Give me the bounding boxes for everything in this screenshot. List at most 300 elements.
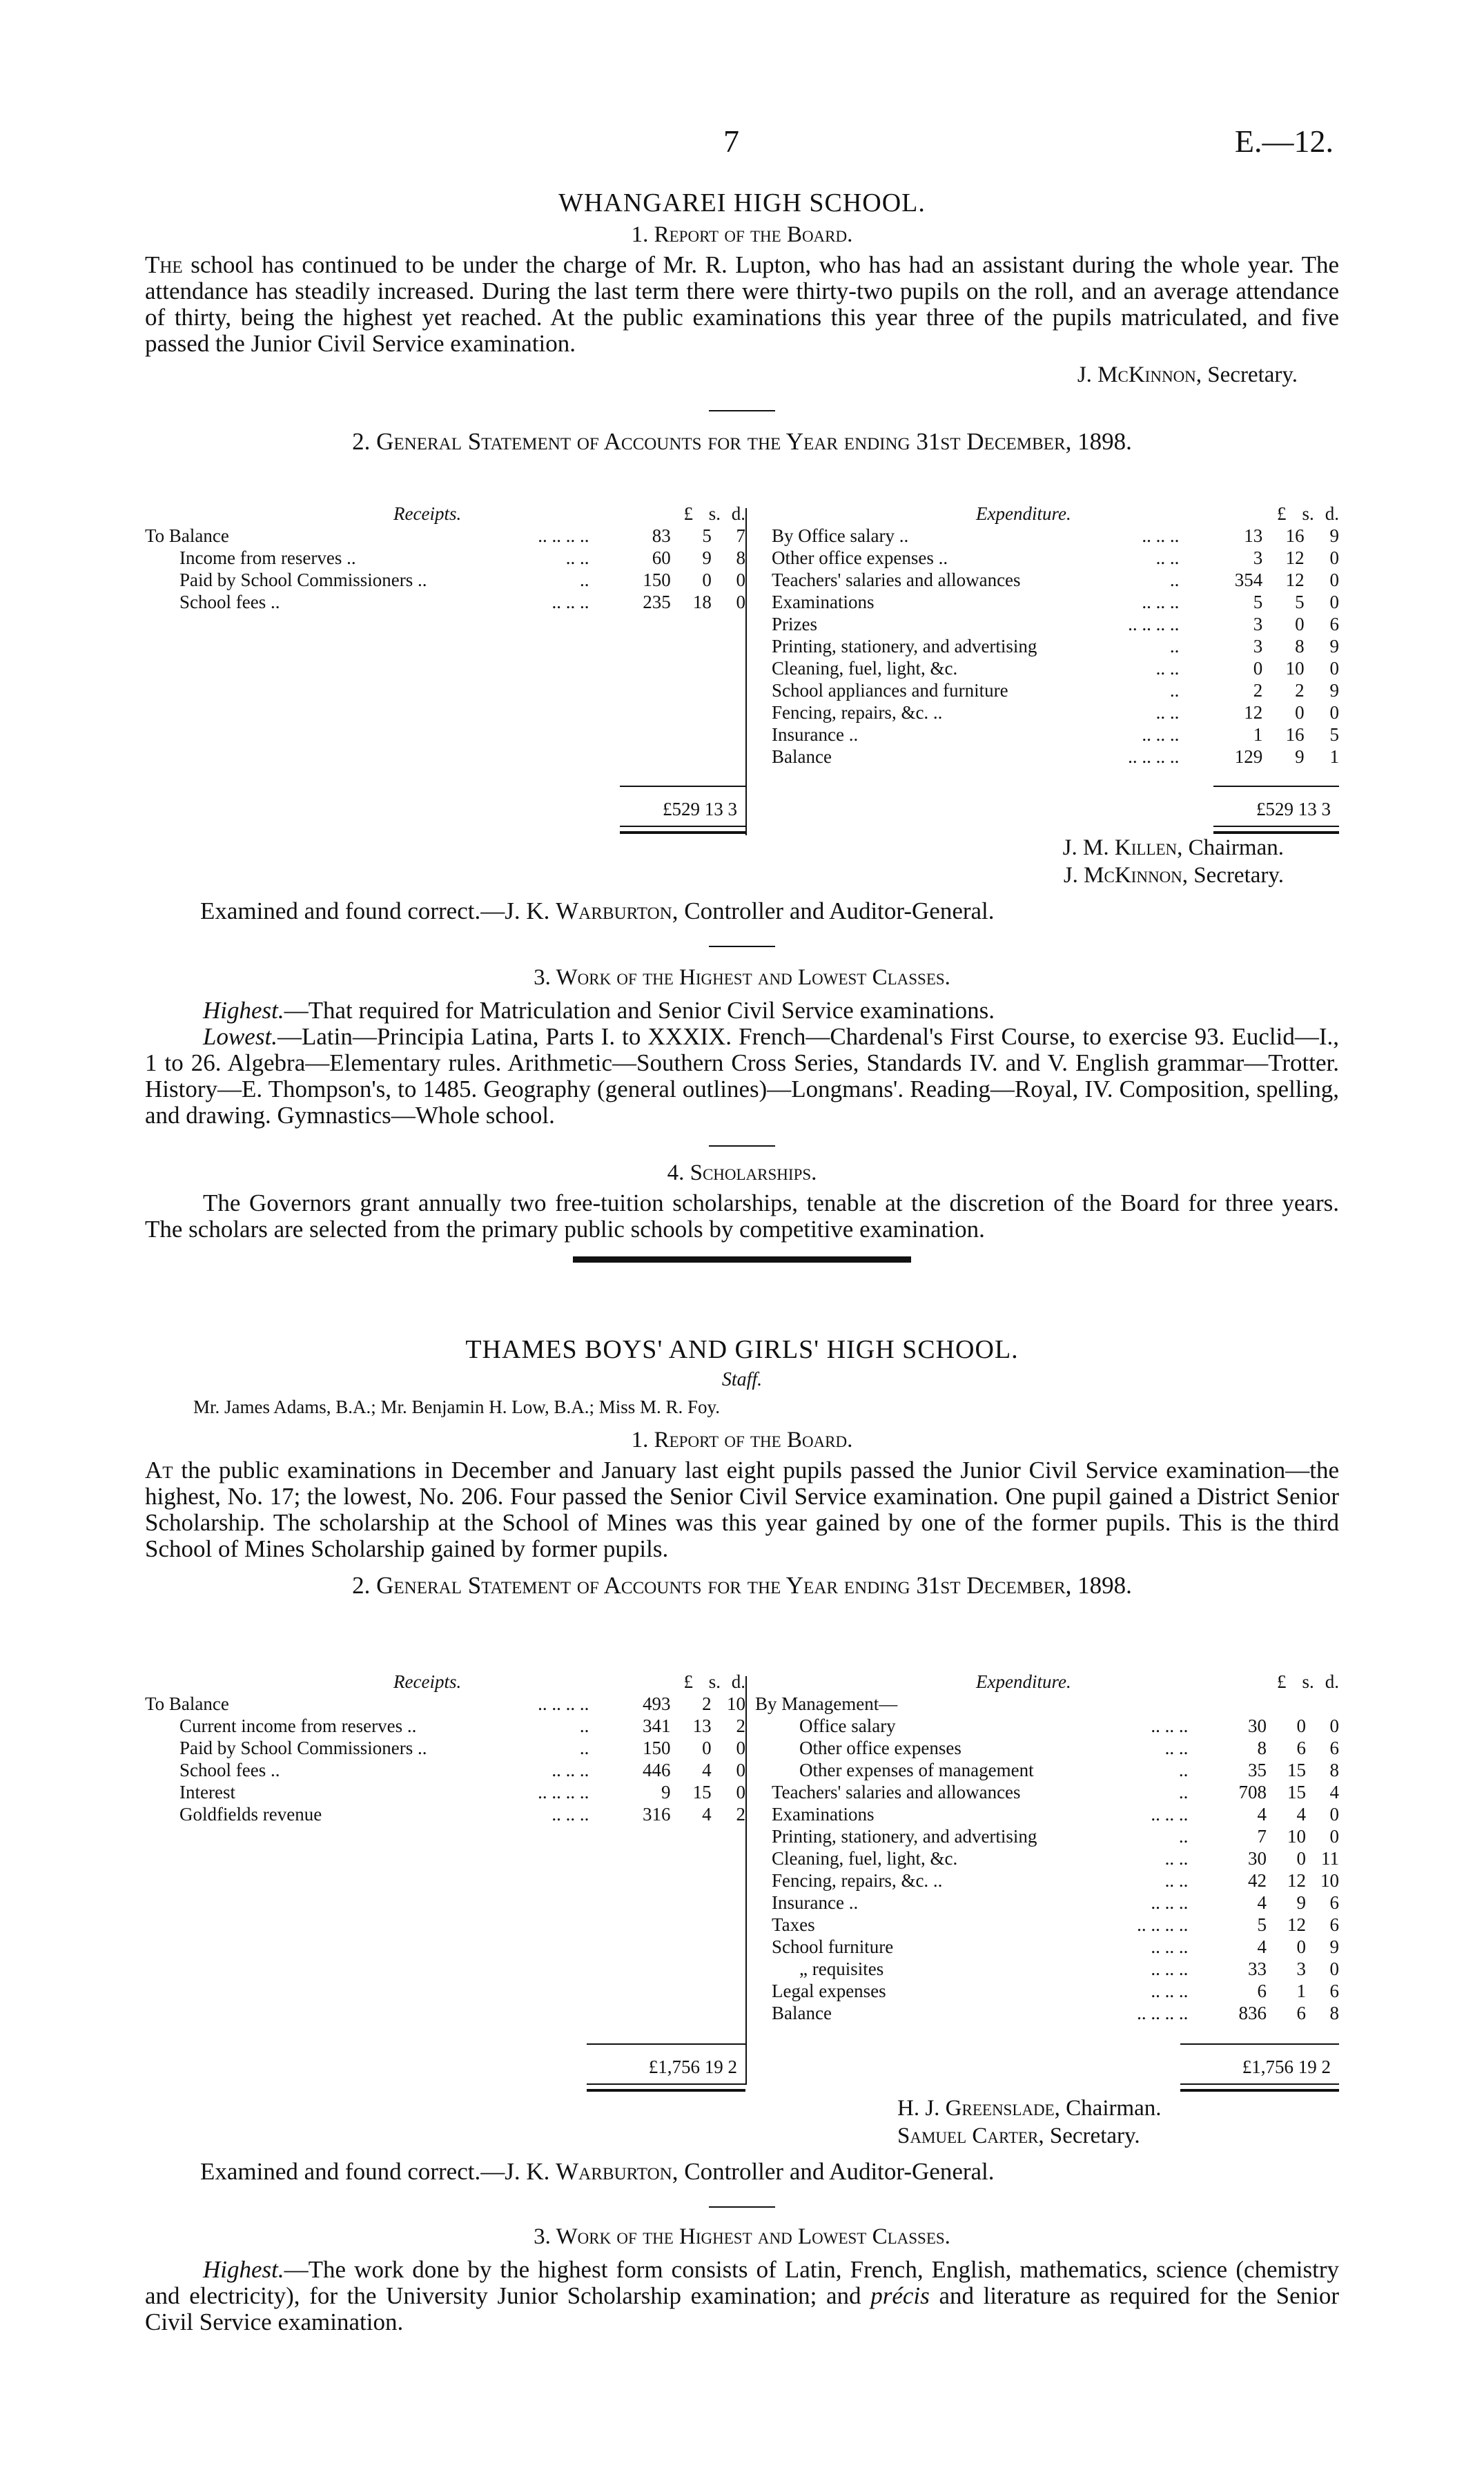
leader-dots: .. .. .. [1151, 1715, 1189, 1736]
leader-dots: .. .. .. .. [538, 1782, 589, 1802]
account-row [755, 613, 1339, 635]
pence-value: 0 [736, 592, 745, 612]
row-label: Income from reserves .. [179, 547, 356, 568]
row-label: Examinations [772, 1804, 875, 1825]
expenditure-total-double-rule [1213, 826, 1339, 834]
row-label: Goldfields revenue [179, 1804, 322, 1825]
pounds-value: 33 [1248, 1958, 1267, 1979]
auditor-name: Warburton, [556, 897, 678, 924]
pence-value: 8 [1329, 2003, 1339, 2023]
pounds-value: 3 [1253, 636, 1263, 657]
thames-section [145, 1334, 1339, 1600]
row-label: Teachers' salaries and allowances [772, 570, 1021, 590]
whangarei-title: WHANGAREI HIGH SCHOOL. [558, 188, 926, 217]
expenditure-column [755, 503, 1339, 819]
pounds-value: 4 [1257, 1892, 1267, 1913]
whangarei-accounts-heading [145, 428, 1339, 456]
highest-text: —That required for Matriculation and Senior Civil Service examinations. [284, 997, 995, 1024]
thames-highest [145, 2257, 1339, 2335]
shillings-value: 18 [692, 592, 712, 612]
row-label: Printing, stationery, and advertising [772, 1826, 1037, 1847]
account-row [755, 1759, 1339, 1781]
leader-dots: .. .. [1164, 1870, 1189, 1891]
expenditure-total: £1,756 19 2 [1242, 2057, 1331, 2077]
row-label: Cleaning, fuel, light, &c. [772, 1848, 958, 1869]
account-row [755, 723, 1339, 746]
accounts-heading-text: 2. General Statement of Accounts for the Year ending 31st December, 1898. [352, 1572, 1132, 1599]
pence-value: 6 [1329, 1892, 1339, 1913]
account-row [755, 569, 1339, 591]
thames-work-heading: 3. Work of the Highest and Lowest Classes. [534, 2224, 950, 2249]
pound-header: £ [1276, 1671, 1287, 1692]
lowest-text: —Latin—Principia Latina, Parts I. to XXXIX. French—Chardenal's First Course, to exercise 93. Euclid—I., 1 to 26. Algebra—Elementary rules. Arithmetic—Southern Cross Series, Standards IV. and V. English grammar—Trotter. History—E. Thompson's, to 1485. Geography (general outlines)—Longmans'. Reading—Royal, IV. Composition, spelling, and drawing. Gymnastics—Whole school. [145, 1023, 1339, 1129]
leader-dots: .. .. .. .. [1128, 614, 1180, 634]
shilling-header: s. [708, 1671, 721, 1692]
row-label: To Balance [145, 1693, 229, 1714]
leader-dots: .. .. .. .. [1137, 1914, 1189, 1935]
row-label: Prizes [772, 614, 817, 634]
auditor-role: Controller and Auditor-General. [684, 2158, 995, 2185]
account-row [145, 547, 745, 569]
receipts-total-rule [587, 2043, 745, 2045]
pound-header: £ [683, 1671, 694, 1692]
leader-dots: .. .. .. [1151, 1804, 1189, 1825]
shillings-value: 2 [702, 1693, 712, 1714]
pounds-value: 129 [1234, 746, 1263, 767]
signatory-role: Secretary. [1207, 362, 1298, 387]
thames-staff-list: Mr. James Adams, B.A.; Mr. Benjamin H. Low, B.A.; Miss M. R. Foy. [193, 1397, 721, 1417]
pence-value: 0 [1329, 547, 1339, 568]
row-label: Paid by School Commissioners .. [179, 1738, 427, 1758]
shillings-value: 6 [1296, 1738, 1307, 1758]
leader-dots: .. .. .. .. [1137, 2003, 1189, 2023]
shillings-value: 3 [1296, 1958, 1307, 1979]
shillings-value: 15 [1287, 1782, 1307, 1802]
row-label: Printing, stationery, and advertising [772, 636, 1037, 657]
pounds-value: 493 [642, 1693, 671, 1714]
pence-value: 10 [727, 1693, 745, 1714]
receipts-total: £1,756 19 2 [648, 2057, 737, 2077]
highest-text: —The work done by the highest form consists of Latin, French, English, mathematics, science (chemistry and electricity), for the University Junior Scholarship examination; and [145, 2256, 1339, 2309]
row-label: Taxes [772, 1914, 815, 1935]
receipts-total-rule [620, 786, 745, 787]
divider [709, 2206, 775, 2208]
leader-dots: .. .. .. [1151, 1981, 1189, 2001]
receipts-total: £529 13 3 [663, 799, 737, 819]
page-number: 7 [723, 124, 739, 159]
row-label: Other office expenses [799, 1738, 961, 1758]
account-row [755, 1737, 1339, 1759]
account-row [755, 1825, 1339, 1847]
signatory-name: J. McKinnon, [1077, 362, 1202, 387]
chairman-signature [145, 834, 1284, 862]
expenditure-total: £529 13 3 [1256, 799, 1331, 819]
row-label: Balance [772, 2003, 832, 2023]
signatory-role: Secretary. [1049, 2123, 1140, 2148]
account-row [145, 1803, 745, 1825]
account-row [145, 1781, 745, 1803]
thames-after-accounts [145, 2094, 1339, 2335]
pence-value: 4 [1329, 1782, 1339, 1802]
highest-label: Highest. [203, 2256, 284, 2283]
shillings-value: 9 [1296, 1892, 1307, 1913]
pounds-value: 35 [1248, 1760, 1267, 1780]
shillings-value: 15 [1287, 1760, 1307, 1780]
account-row [145, 1693, 745, 1715]
shillings-value: 0 [1295, 702, 1305, 723]
pence-header: d. [731, 503, 745, 524]
pounds-value: 9 [661, 1782, 671, 1802]
pence-value: 10 [1320, 1870, 1339, 1891]
row-label: Teachers' salaries and allowances [772, 1782, 1021, 1802]
account-row [755, 1892, 1339, 1914]
row-label: Cleaning, fuel, light, &c. [772, 658, 958, 679]
report-body: school has continued to be under the charge of Mr. R. Lupton, who has had an assistant during the whole year. The attendance has steadily increased. During the last term there were thirty-two pupils on the roll, and an average attendance of thirty, being the highest yet reached. At the public examinations this year three of the pupils matriculated, and five passed the Junior Civil Service examination. [145, 251, 1340, 357]
account-row [755, 679, 1339, 701]
leader-dots: .. .. [1164, 1848, 1189, 1869]
pound-header: £ [1276, 503, 1287, 524]
row-label: Interest [179, 1782, 235, 1802]
pence-header: d. [1325, 1671, 1339, 1692]
pounds-value: 1 [1253, 724, 1263, 745]
pence-value: 9 [1329, 525, 1339, 546]
whangarei-lowest [145, 1024, 1339, 1129]
expenditure-group-label: By Management— [755, 1693, 898, 1714]
whangarei-section [145, 188, 1339, 456]
account-row [755, 701, 1339, 723]
account-row [755, 635, 1339, 657]
pounds-value: 354 [1234, 570, 1263, 590]
pounds-value: 60 [652, 547, 671, 568]
pounds-value: 13 [1244, 525, 1263, 546]
pence-value: 0 [736, 1738, 745, 1758]
thames-title: THAMES BOYS' AND GIRLS' HIGH SCHOOL. [465, 1335, 1019, 1364]
row-label: By Office salary .. [772, 525, 909, 546]
account-row [755, 1781, 1339, 1803]
account-row [755, 1869, 1339, 1892]
expenditure-column [755, 1671, 1339, 2077]
secretary-signature [145, 862, 1284, 889]
signatory-name: H. J. Greenslade, [897, 2096, 1060, 2121]
pence-value: 2 [736, 1804, 745, 1825]
pounds-value: 5 [1253, 592, 1263, 612]
account-row [755, 547, 1339, 569]
leader-dots: .. [1169, 680, 1180, 701]
leader-dots: .. .. [1164, 1738, 1189, 1758]
receipts-header: Receipts. [393, 1671, 462, 1692]
secretary-signature [897, 2122, 1339, 2150]
pounds-value: 316 [642, 1804, 671, 1825]
shillings-value: 0 [1296, 1848, 1307, 1869]
pounds-value: 4 [1257, 1936, 1267, 1957]
leader-dots: .. .. .. .. [538, 525, 589, 546]
chairman-signature [897, 2094, 1339, 2122]
pence-header: d. [1325, 503, 1339, 524]
whangarei-accounts-signatures [145, 834, 1339, 889]
divider [709, 946, 775, 947]
pounds-value: 5 [1257, 1914, 1267, 1935]
account-row [755, 591, 1339, 613]
leader-dots: .. .. .. [1151, 1936, 1189, 1957]
pounds-value: 8 [1257, 1738, 1267, 1758]
precis-word: précis [870, 2282, 930, 2309]
pence-value: 2 [736, 1715, 745, 1736]
account-row [755, 1980, 1339, 2002]
whangarei-report-heading: 1. Report of the Board. [631, 222, 853, 247]
leader-dots: .. [1169, 570, 1180, 590]
pounds-value: 341 [642, 1715, 671, 1736]
pence-value: 0 [736, 570, 745, 590]
thames-staff-label: Staff. [721, 1369, 763, 1390]
shillings-value: 13 [692, 1715, 712, 1736]
leader-dots: .. .. .. [551, 1804, 589, 1825]
pence-value: 9 [1329, 680, 1339, 701]
receipts-column [145, 503, 745, 819]
shillings-value: 12 [1285, 570, 1305, 590]
pounds-value: 30 [1248, 1848, 1267, 1869]
pence-value: 0 [1329, 1804, 1339, 1825]
whangarei-report-text [145, 252, 1339, 357]
account-row [145, 569, 745, 591]
pounds-value: 6 [1257, 1981, 1267, 2001]
row-label: Office salary [799, 1715, 896, 1736]
row-label: School fees .. [179, 592, 280, 612]
expenditure-total-rule [1213, 786, 1339, 787]
pounds-value: 235 [643, 592, 671, 612]
signatory-name: J. McKinnon, [1063, 863, 1189, 888]
thames-accounts-signatures [897, 2094, 1339, 2150]
leader-dots: .. [579, 1715, 589, 1736]
pounds-value: 708 [1238, 1782, 1267, 1802]
pounds-value: 3 [1253, 547, 1263, 568]
account-row [755, 1958, 1339, 1980]
thames-report-heading: 1. Report of the Board. [631, 1428, 853, 1452]
leader-dots: .. .. .. [1142, 592, 1180, 612]
shillings-value: 4 [702, 1760, 712, 1780]
pence-value: 11 [1321, 1848, 1339, 1869]
pence-value: 6 [1329, 1738, 1339, 1758]
row-label: Examinations [772, 592, 875, 612]
pounds-value: 12 [1244, 702, 1263, 723]
whangarei-accounts-table [145, 503, 1339, 835]
row-label: School appliances and furniture [772, 680, 1008, 701]
pence-value: 5 [1329, 724, 1339, 745]
pounds-value: 150 [643, 570, 671, 590]
signatory-name: Samuel Carter, [897, 2123, 1044, 2148]
row-label: School fees .. [179, 1760, 280, 1780]
pence-value: 8 [1329, 1760, 1339, 1780]
pence-value: 6 [1329, 1914, 1339, 1935]
shillings-value: 12 [1287, 1870, 1307, 1891]
account-row [145, 1737, 745, 1759]
shillings-value: 1 [1296, 1981, 1307, 2001]
leader-dots: .. [1178, 1826, 1189, 1847]
row-label: Insurance .. [772, 1892, 859, 1913]
row-label: Paid by School Commissioners .. [179, 570, 427, 590]
leader-dots: .. .. [1155, 702, 1180, 723]
pence-value: 8 [736, 547, 745, 568]
pence-header: d. [731, 1671, 745, 1692]
leader-dots: .. .. .. [1142, 525, 1180, 546]
auditor-name: Warburton, [556, 2158, 678, 2185]
row-label: Fencing, repairs, &c. .. [772, 1870, 943, 1891]
pounds-value: 7 [1257, 1826, 1267, 1847]
account-row [145, 591, 745, 613]
leader-dots: .. .. .. .. [538, 1693, 589, 1714]
shillings-value: 8 [1295, 636, 1305, 657]
receipts-column [145, 1671, 745, 2077]
shillings-value: 0 [702, 570, 712, 590]
pence-value: 0 [1329, 658, 1339, 679]
shillings-value: 16 [1285, 724, 1305, 745]
pounds-value: 2 [1253, 680, 1263, 701]
pound-header: £ [683, 503, 694, 524]
shillings-value: 16 [1285, 525, 1305, 546]
shillings-value: 5 [1295, 592, 1305, 612]
shillings-value: 4 [702, 1804, 712, 1825]
expenditure-total-double-rule [1180, 2083, 1339, 2092]
leader-dots: .. .. .. [1151, 1958, 1189, 1979]
row-label: Legal expenses [772, 1981, 886, 2001]
pence-value: 9 [1329, 636, 1339, 657]
lowest-label: Lowest. [203, 1023, 277, 1050]
row-label: „ requisites [799, 1958, 884, 1979]
leader-dots: .. [579, 1738, 589, 1758]
row-label: To Balance [145, 525, 229, 546]
whangarei-report-signature [145, 362, 1339, 388]
account-row [755, 525, 1339, 547]
leader-dots: .. .. .. [1142, 724, 1180, 745]
whangarei-scholarships-text: The Governors grant annually two free-tuition scholarships, tenable at the discretion of the Board for three years. The scholars are selected from the primary public schools by competitive examination. [145, 1189, 1339, 1243]
column-divider [745, 1676, 747, 2085]
pence-value: 0 [1329, 570, 1339, 590]
pounds-value: 42 [1248, 1870, 1267, 1891]
account-row [755, 657, 1339, 679]
signatory-role: Chairman. [1066, 2096, 1162, 2121]
leader-dots: .. .. .. [1151, 1892, 1189, 1913]
whangarei-after-accounts [145, 834, 1339, 1263]
examined-prefix: Examined and found correct.—J. K. [200, 897, 550, 924]
row-label: Insurance .. [772, 724, 859, 745]
leader-dots: .. .. .. [551, 1760, 589, 1780]
receipts-total-double-rule [620, 826, 745, 834]
report-lead-word: The [145, 251, 183, 278]
pence-value: 9 [1329, 1936, 1339, 1957]
pounds-value: 3 [1253, 614, 1263, 634]
shilling-header: s. [1302, 503, 1314, 524]
pence-value: 0 [736, 1782, 745, 1802]
shilling-header: s. [708, 503, 721, 524]
pence-value: 0 [1329, 702, 1339, 723]
expenditure-total-rule [1180, 2043, 1339, 2045]
receipts-total-double-rule [587, 2083, 745, 2092]
expenditure-header: Expenditure. [976, 503, 1071, 524]
pence-value: 0 [736, 1760, 745, 1780]
account-row [755, 1803, 1339, 1825]
accounts-heading-text: 2. General Statement of Accounts for the Year ending 31st December, 1898. [352, 428, 1132, 455]
examined-prefix: Examined and found correct.—J. K. [200, 2158, 550, 2185]
pounds-value: 836 [1238, 2003, 1267, 2023]
shillings-value: 12 [1287, 1914, 1307, 1935]
shillings-value: 5 [702, 525, 712, 546]
leader-dots: .. .. [1155, 547, 1180, 568]
account-row [145, 525, 745, 547]
shillings-value: 0 [1296, 1715, 1307, 1736]
account-row [755, 2002, 1339, 2024]
shillings-value: 10 [1285, 658, 1305, 679]
shillings-value: 9 [1295, 746, 1305, 767]
thames-report-text [145, 1457, 1339, 1562]
shillings-value: 0 [702, 1738, 712, 1758]
row-label: Current income from reserves .. [179, 1715, 417, 1736]
pounds-value: 30 [1248, 1715, 1267, 1736]
leader-dots: .. .. [1155, 658, 1180, 679]
row-label: Fencing, repairs, &c. .. [772, 702, 943, 723]
account-row [145, 1759, 745, 1781]
account-row [755, 1914, 1339, 1936]
highest-text-end: and literature as required for the Senior Civil Service examination. [145, 2282, 1339, 2335]
row-label: Other office expenses .. [772, 547, 948, 568]
shillings-value: 15 [692, 1782, 712, 1802]
leader-dots: .. [1169, 636, 1180, 657]
pence-value: 0 [1329, 592, 1339, 612]
row-label: School furniture [772, 1936, 894, 1957]
whangarei-work-heading: 3. Work of the Highest and Lowest Classes. [534, 965, 950, 990]
whangarei-examined-note [200, 897, 1339, 925]
shilling-header: s. [1302, 1671, 1314, 1692]
whangarei-highest [145, 998, 1339, 1024]
pence-value: 0 [1329, 1958, 1339, 1979]
pence-value: 7 [736, 525, 745, 546]
pounds-value: 4 [1257, 1804, 1267, 1825]
whangarei-scholarships-heading: 4. Scholarships. [667, 1160, 817, 1185]
highest-label: Highest. [203, 997, 284, 1024]
leader-dots: .. .. .. [551, 592, 589, 612]
divider [709, 1145, 775, 1147]
thames-examined-note [200, 2158, 1339, 2186]
shillings-value: 2 [1295, 680, 1305, 701]
report-lead-word: At [145, 1457, 173, 1484]
column-divider [745, 508, 747, 835]
section-divider [573, 1256, 911, 1263]
shillings-value: 9 [702, 547, 712, 568]
row-label: Other expenses of management [799, 1760, 1034, 1780]
account-row [145, 1715, 745, 1737]
report-body: the public examinations in December and January last eight pupils passed the Junior Civil Service examination—the highest, No. 17; the lowest, No. 206. Four passed the Senior Civil Service examination. One pupil gained a District Senior Scholarship. The scholarship at the School of Mines was this year gained by one of the former pupils. This is the third School of Mines Scholarship gained by former pupils. [145, 1457, 1339, 1562]
thames-accounts-heading [145, 1572, 1339, 1600]
leader-dots: .. .. .. .. [1128, 746, 1180, 767]
pence-value: 6 [1329, 614, 1339, 634]
account-row [755, 1715, 1339, 1737]
signatory-role: Secretary. [1193, 863, 1284, 888]
signatory-role: Chairman. [1188, 835, 1284, 860]
shillings-value: 10 [1287, 1826, 1307, 1847]
divider [709, 410, 775, 411]
pence-value: 0 [1329, 1826, 1339, 1847]
thames-accounts-table [145, 1671, 1339, 2085]
pence-value: 1 [1329, 746, 1339, 767]
signatory-name: J. M. Killen, [1062, 835, 1183, 860]
pounds-value: 446 [642, 1760, 671, 1780]
expenditure-header: Expenditure. [976, 1671, 1071, 1692]
pounds-value: 0 [1253, 658, 1263, 679]
pounds-value: 150 [642, 1738, 671, 1758]
document-code: E.—12. [1234, 124, 1334, 159]
account-row [755, 746, 1339, 768]
account-row [755, 1936, 1339, 1958]
row-label: Balance [772, 746, 832, 767]
shillings-value: 0 [1295, 614, 1305, 634]
